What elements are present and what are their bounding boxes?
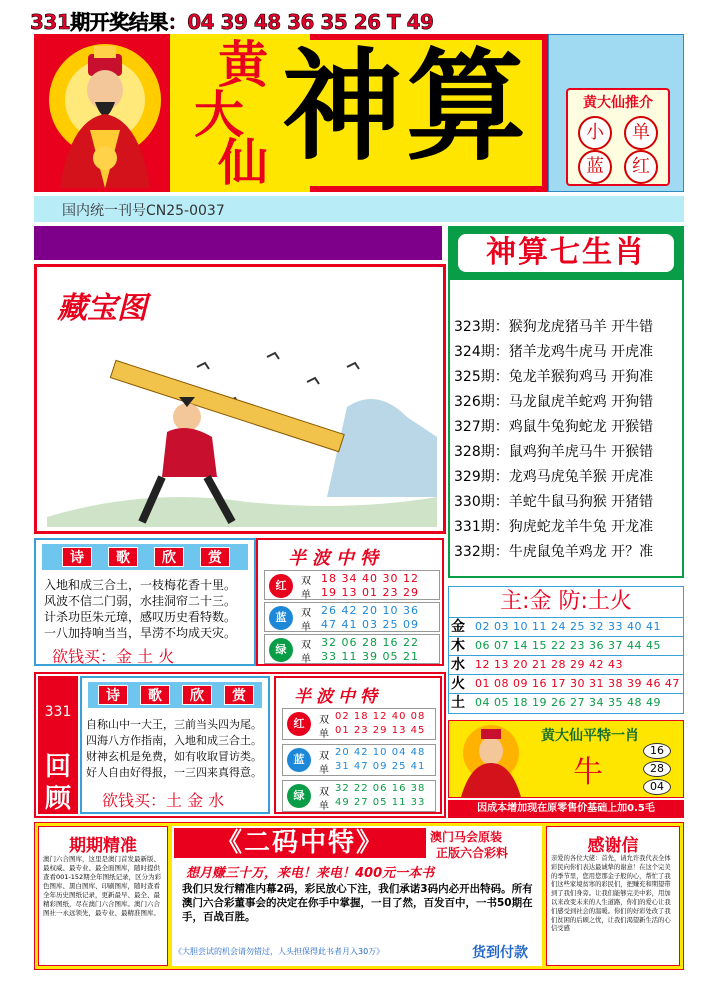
element-row — [449, 617, 683, 636]
half-wave-row-red — [264, 570, 440, 600]
red-ball-icon: 红 — [287, 712, 311, 736]
half-wave-row-red — [282, 708, 436, 740]
red-ball-icon: 红 — [269, 574, 293, 598]
special-number: 28 — [643, 761, 671, 777]
promo-body: 我们只发行精准内幕2码，彩民放心下注，我们承诺3码内必开出特码。所有澳门六合彩董事会的决定在你手中掌握，一目了然，百发百中，一书50期在手，百战百胜。 — [182, 883, 533, 923]
poem-chip: 欣 — [154, 547, 184, 567]
price-notice: 因成本增加现在原零售价基础上加0.5毛 — [448, 800, 684, 818]
promo-footer: 《大胆尝试的机会请勿错过，人头担保得此书者月入30万》 — [174, 947, 385, 956]
red-double-numbers: 02 18 12 40 08 — [335, 711, 426, 722]
brand-char-3: 仙 — [218, 133, 268, 192]
poem-chip: 诗 — [98, 685, 128, 705]
recommend-item-small: 小 — [578, 116, 612, 150]
review-issue: 331 — [44, 704, 72, 720]
brand-char-2: 大 — [194, 85, 244, 144]
recommend-title: 黄大仙推介 — [583, 95, 653, 111]
recommend-item-odd: 单 — [624, 116, 658, 150]
five-elements-header: 主:金 防:土火 — [449, 587, 683, 617]
single-label: 单 — [301, 654, 311, 665]
treasure-map — [34, 264, 446, 534]
element-key: 金 — [451, 619, 465, 635]
poem-chip: 欣 — [182, 685, 212, 705]
half-wave-row-green — [264, 634, 440, 664]
element-key: 火 — [451, 676, 465, 692]
issue-number: 国内统一刊号CN25-0037 — [62, 203, 225, 219]
red-single-numbers: 19 13 01 23 29 — [321, 586, 419, 599]
double-label: 双 — [319, 787, 329, 798]
lottery-result-headline: 331期开奖结果：04 39 48 36 35 26 T 49 — [30, 10, 434, 34]
promo-side-2: 正版六合彩料 — [436, 846, 509, 860]
single-label: 单 — [319, 765, 329, 776]
poem-buy: 欲钱买：金 土 火 — [52, 647, 175, 666]
element-numbers: 12 13 20 21 28 29 42 43 — [475, 658, 623, 671]
treasure-title: 藏宝图 — [57, 291, 147, 326]
blue-single-numbers: 47 41 03 25 09 — [321, 618, 419, 631]
promo-panel — [172, 826, 542, 966]
half-wave-title: 半波中特 — [294, 687, 382, 707]
zodiac-row: 332期：牛虎鼠兔羊鸡龙 开？准 — [454, 544, 654, 560]
blue-double-numbers: 26 42 20 10 36 — [321, 604, 419, 617]
recommend-item-blue: 蓝 — [578, 150, 612, 184]
special-zodiac-panel — [448, 720, 684, 798]
zodiac-row: 330期：羊蛇牛鼠马狗猴 开猪错 — [454, 494, 654, 510]
half-wave-panel — [274, 676, 442, 814]
poem-chip: 赏 — [224, 685, 254, 705]
poem-chip: 赏 — [200, 547, 230, 567]
brand-char-1: 黄 — [218, 35, 268, 94]
poem-line: 四海八方作指南，入地和成三合土。 — [86, 734, 262, 747]
element-row — [449, 655, 683, 674]
single-label: 单 — [301, 622, 311, 633]
zodiac-title-panel — [448, 226, 684, 278]
special-title: 黄大仙平特一肖 — [541, 728, 639, 744]
double-label: 双 — [301, 576, 311, 587]
poem-header — [42, 544, 248, 570]
poem-line: 一八加持响当当，旱涝不均成天灾。 — [44, 626, 237, 640]
double-label: 双 — [301, 640, 311, 651]
single-label: 单 — [301, 590, 311, 601]
element-numbers: 06 07 14 15 22 23 36 37 44 45 — [475, 639, 661, 652]
poem-line: 风波不信二门弱，水挂洞帘二十三。 — [44, 594, 237, 608]
element-row — [449, 674, 683, 693]
zodiac-row: 327期：鸡鼠牛兔狗蛇龙 开猴错 — [454, 419, 654, 435]
zodiac-list — [448, 278, 684, 578]
poem-line: 财神玄机是免费，如有收取冒访类。 — [86, 750, 262, 763]
review-side — [38, 676, 78, 814]
half-wave-panel — [256, 538, 444, 666]
element-key: 木 — [451, 638, 465, 654]
zodiac-row: 331期：狗虎蛇龙羊牛兔 开龙准 — [454, 519, 654, 535]
poem-line: 自称山中一大王，三前当头四为尾。 — [86, 718, 262, 731]
accuracy-panel — [38, 826, 168, 966]
red-double-numbers: 18 34 40 30 12 — [321, 572, 419, 585]
blue-double-numbers: 20 42 10 04 48 — [335, 747, 426, 758]
special-animal: 牛 — [573, 755, 603, 790]
traveler-illustration-icon — [47, 327, 437, 527]
half-wave-row-green — [282, 780, 436, 812]
review-poem — [80, 676, 270, 814]
zodiac-row: 324期：猪羊龙鸡牛虎马 开虎准 — [454, 344, 654, 360]
element-key: 土 — [451, 695, 465, 711]
poem-chip: 歌 — [108, 547, 138, 567]
promo-side-1: 澳门马会原装 — [430, 830, 503, 844]
element-numbers: 04 05 18 19 26 27 34 35 48 49 — [475, 696, 661, 709]
half-wave-row-blue — [282, 744, 436, 776]
main-title: 神算 — [282, 38, 530, 177]
accuracy-text: 澳门六合图库，这里是澳门首发最新版、最权威、最专业、最全面图库，随时提供查看001-152期全年图纸记录，区分为彩色图库、黑白图库、印刷图库，随时查看全年历史图纸记录，更新最早、最全、最精彩图纸，尽在澳门六合图库。澳门六合图社一永远领先，最专业、最精准图库。 — [43, 855, 162, 917]
half-wave-title: 半波中特 — [288, 548, 384, 569]
zodiac-row: 329期：龙鸡马虎兔羊猴 开虎准 — [454, 469, 654, 485]
green-double-numbers: 32 22 06 16 38 — [335, 783, 426, 794]
thanks-title: 感谢信 — [587, 836, 639, 856]
promo-banner: 《二码中特》 — [174, 828, 426, 858]
issue-bar — [34, 196, 684, 222]
single-label: 单 — [319, 801, 329, 812]
double-label: 双 — [301, 608, 311, 619]
double-label: 双 — [319, 751, 329, 762]
review-label-1: 回 — [44, 752, 71, 782]
zodiac-row: 328期：鼠鸡狗羊虎马牛 开猴错 — [454, 444, 654, 460]
zodiac-row: 325期：兔龙羊猴狗鸡马 开狗准 — [454, 369, 654, 385]
element-numbers: 02 03 10 11 24 25 32 33 40 41 — [475, 620, 661, 633]
poem-chip: 诗 — [62, 547, 92, 567]
special-number: 04 — [643, 779, 671, 795]
red-single-numbers: 01 23 29 13 45 — [335, 725, 426, 736]
zodiac-row: 323期：猴狗龙虎猪马羊 开牛错 — [454, 319, 654, 335]
poem-line: 入地和成三合土，一枝梅花香十里。 — [44, 578, 237, 592]
green-single-numbers: 33 11 39 05 21 — [321, 650, 419, 663]
five-elements-panel — [448, 586, 684, 714]
thanks-text: 亲爱的各位大佬：首先，请允许我代表全体彩民向你们表达最诚挚的谢意！在这个完美的季节里，您用您那金子般的心，帮忙了我们这些家境贫寒的彩民们，把赚充和期望带到了我们身旁。让我们能够完美中彩，用加以来改变未来的人生道路，你们的爱心让我们感受到社会的温暖。你们的好彩处改了我们贫困的后顾之忧，让我们渴望新生活的心信受感 — [551, 855, 671, 933]
special-number: 16 — [643, 743, 671, 759]
green-double-numbers: 32 06 28 16 22 — [321, 636, 419, 649]
element-key: 水 — [451, 657, 465, 673]
poem-buy: 欲钱买：土 金 水 — [102, 791, 225, 810]
green-single-numbers: 49 27 05 11 33 — [335, 797, 426, 808]
element-numbers: 01 08 09 16 17 30 31 38 39 46 47 — [475, 677, 680, 690]
single-label: 单 — [319, 729, 329, 740]
poem-header — [88, 682, 262, 708]
poem-line: 好人自由好得报，一三四来真得意。 — [86, 766, 262, 779]
promo-slogan: 想月赚三十万，来电！来电！400元一本书 — [186, 866, 435, 881]
blue-ball-icon: 蓝 — [287, 748, 311, 772]
poem-line: 计杀功臣朱元璋，感叹历史看特数。 — [44, 610, 237, 624]
element-row — [449, 693, 683, 712]
double-label: 双 — [319, 715, 329, 726]
green-ball-icon: 绿 — [287, 784, 311, 808]
review-label-2: 顾 — [44, 784, 71, 814]
deity-small-icon — [451, 723, 531, 797]
half-wave-row-blue — [264, 602, 440, 632]
purple-banner — [34, 226, 442, 260]
deity-portrait-icon — [40, 40, 170, 188]
blue-single-numbers: 31 47 09 25 41 — [335, 761, 426, 772]
thanks-letter-panel — [546, 826, 680, 966]
poem-panel — [34, 538, 256, 666]
blue-ball-icon: 蓝 — [269, 606, 293, 630]
green-ball-icon: 绿 — [269, 638, 293, 662]
accuracy-title: 期期精准 — [69, 836, 137, 856]
element-row — [449, 636, 683, 655]
poem-chip: 歌 — [140, 685, 170, 705]
masthead — [34, 34, 548, 192]
zodiac-title: 神算七生肖 — [458, 234, 674, 272]
cash-on-delivery: 货到付款 — [472, 945, 528, 961]
recommend-item-red: 红 — [624, 150, 658, 184]
zodiac-row: 326期：马龙鼠虎羊蛇鸡 开狗错 — [454, 394, 654, 410]
